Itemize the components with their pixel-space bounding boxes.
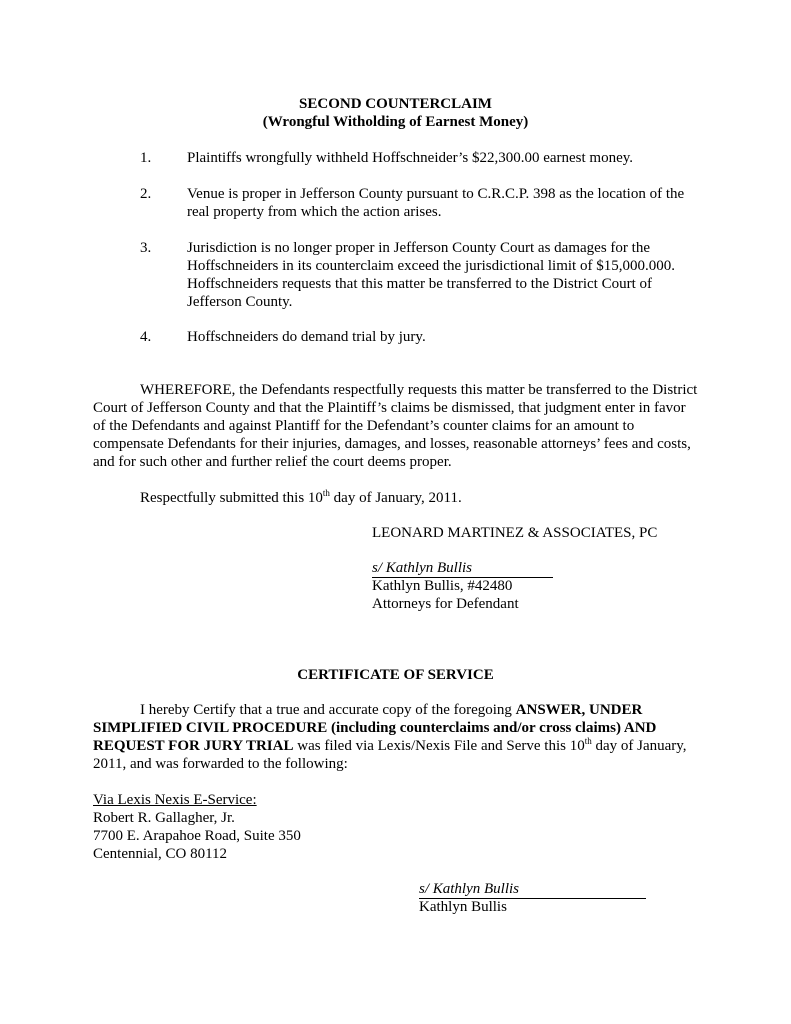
- certificate-paragraph: [93, 701, 698, 773]
- certificate-mid: was filed via Lexis/Nexis File and Serve this 10: [293, 738, 585, 754]
- item-number: 1.: [140, 150, 152, 166]
- item-text: Hoffschneiders do demand trial by jury.: [187, 329, 426, 345]
- recipient-street: 7700 E. Arapahoe Road, Suite 350: [93, 828, 301, 844]
- certificate-signer-name: Kathlyn Bullis: [419, 899, 507, 915]
- item-text: Plaintiffs wrongfully withheld Hoffschneider’s $22,300.00 earnest money.: [187, 150, 634, 166]
- recipient-name: Robert R. Gallagher, Jr.: [93, 810, 235, 826]
- signature-line: [372, 559, 553, 578]
- item-number: 4.: [140, 329, 152, 345]
- certificate-intro: I hereby Certify that a true and accurate copy of the foregoing: [140, 702, 516, 718]
- attorney-signature: s/ Kathlyn Bullis: [372, 559, 553, 578]
- certificate-document-title: ANSWER, UNDER SIMPLIFIED CIVIL PROCEDURE (including counterclaims and/or cross claims) AND REQUEST FOR JURY TRIAL: [93, 702, 657, 754]
- counterclaim-title: SECOND COUNTERCLAIM: [299, 96, 492, 112]
- certificate-signature: s/ Kathlyn Bullis: [419, 880, 646, 899]
- firm-name: LEONARD MARTINEZ & ASSOCIATES, PC: [372, 525, 658, 541]
- item-text: Venue is proper in Jefferson County pursuant to C.R.C.P. 398 as the location of the real property from which the action arises.: [187, 186, 685, 220]
- counterclaim-subtitle: (Wrongful Witholding of Earnest Money): [262, 114, 529, 130]
- certificate-signature-line: [419, 880, 646, 899]
- attorney-name: Kathlyn Bullis, #42480: [372, 578, 513, 594]
- certificate-title: CERTIFICATE OF SERVICE: [297, 667, 494, 683]
- submitted-sup: th: [322, 488, 330, 498]
- service-method: Via Lexis Nexis E-Service:: [93, 792, 257, 808]
- item-number: 2.: [140, 186, 152, 202]
- attorney-role: Attorneys for Defendant: [372, 596, 519, 612]
- submitted-pre: Respectfully submitted this 10: [140, 490, 323, 506]
- submitted-post: day of January, 2011.: [329, 490, 462, 506]
- submitted-line: [93, 489, 698, 507]
- certificate-sup: th: [584, 736, 592, 746]
- certificate-end: day of January, 2011, and was forwarded to the following:: [93, 738, 687, 772]
- item-text: Jurisdiction is no longer proper in Jefferson County Court as damages for the Hoffschneiders in its counterclaim exceed the jurisdictional limit of $15,000.000. Hoffschneiders requests that this matter be transferred to the District Court of Jefferson County.: [187, 240, 675, 310]
- wherefore-paragraph: WHEREFORE, the Defendants respectfully requests this matter be transferred to the District Court of Jefferson County and that the Plaintiff’s claims be dismissed, that judgment enter in favor of the Defendants and against Plantiff for the Defendant’s counter claims for an amount to compensate Defendants for their injuries, damages, and losses, reasonable attorneys’ fees and costs, and for such other and further relief the court deems proper.: [93, 382, 698, 470]
- recipient-city: Centennial, CO 80112: [93, 846, 228, 862]
- item-number: 3.: [140, 240, 152, 256]
